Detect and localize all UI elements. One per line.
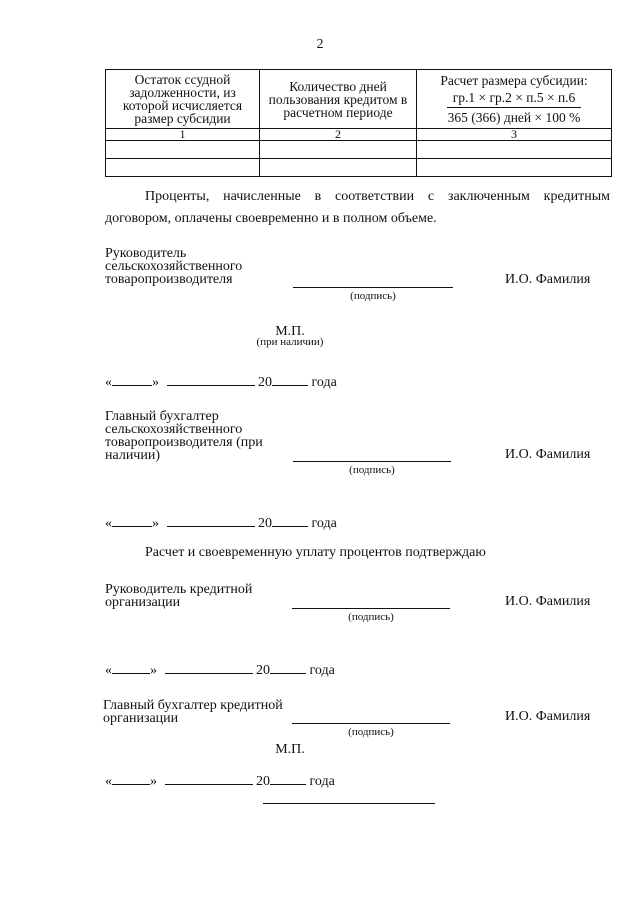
- day-field[interactable]: [112, 513, 152, 527]
- table-cell[interactable]: [106, 141, 260, 159]
- head-producer-label: Руководитель сельскохозяйственного товаропроизводителя: [105, 246, 243, 287]
- table-row: [106, 141, 612, 159]
- name-placeholder: И.О. Фамилия: [505, 272, 591, 287]
- table-cell[interactable]: [417, 159, 612, 177]
- year-prefix: 20: [258, 516, 272, 531]
- year-field[interactable]: [272, 513, 308, 527]
- signature-hint: (подпись): [348, 611, 394, 623]
- signature-hint: (подпись): [349, 464, 395, 476]
- closing-line: [263, 803, 435, 804]
- table-row: [106, 159, 612, 177]
- head-credit-org-label: Руководитель кредитной организации: [105, 582, 253, 610]
- year-suffix: года: [311, 516, 337, 531]
- close-quote: »: [150, 774, 157, 789]
- payment-statement: Проценты, начисленные в соответствии с заключенным кредитным договором, оплачены своевременно и в полном объеме.: [105, 189, 610, 226]
- signature-line[interactable]: [292, 608, 450, 609]
- close-quote: »: [152, 516, 159, 531]
- column-number: 2: [260, 129, 417, 141]
- signature-line[interactable]: [292, 723, 450, 724]
- name-placeholder: И.О. Фамилия: [505, 447, 591, 462]
- header-subsidy-calc: [417, 70, 612, 129]
- table-cell[interactable]: [260, 141, 417, 159]
- confirmation-text: Расчет и своевременную уплату процентов подтверждаю: [145, 545, 486, 560]
- year-prefix: 20: [256, 774, 270, 789]
- table-cell[interactable]: [260, 159, 417, 177]
- chief-accountant-producer-label: Главный бухгалтер сельскохозяйственного товаропроизводителя (при наличии): [105, 409, 263, 463]
- open-quote: «: [105, 774, 112, 789]
- signature-hint: (подпись): [350, 290, 396, 302]
- header-days-count: Количество дней пользования кредитом в расчетном периоде: [260, 70, 417, 129]
- table-cell[interactable]: [106, 159, 260, 177]
- close-quote: »: [152, 375, 159, 390]
- subsidy-table: [105, 69, 612, 177]
- close-quote: »: [150, 663, 157, 678]
- month-field[interactable]: [165, 771, 253, 785]
- open-quote: «: [105, 663, 112, 678]
- year-prefix: 20: [258, 375, 272, 390]
- year-suffix: года: [309, 774, 335, 789]
- open-quote: «: [105, 375, 112, 390]
- signature-line[interactable]: [293, 287, 453, 288]
- year-field[interactable]: [270, 660, 306, 674]
- column-number: 1: [106, 129, 260, 141]
- date-line: [105, 372, 337, 391]
- column-number: 3: [417, 129, 612, 141]
- month-field[interactable]: [167, 372, 255, 386]
- chief-accountant-credit-org-label: Главный бухгалтер кредитной организации: [103, 698, 283, 726]
- year-field[interactable]: [272, 372, 308, 386]
- year-suffix: года: [311, 375, 337, 390]
- open-quote: «: [105, 516, 112, 531]
- name-placeholder: И.О. Фамилия: [505, 594, 591, 609]
- calc-title: Расчет размера субсидии:: [440, 73, 588, 88]
- signature-line[interactable]: [293, 461, 451, 462]
- stamp-note: (при наличии): [256, 336, 324, 348]
- month-field[interactable]: [167, 513, 255, 527]
- calc-numerator: гр.1 × гр.2 × п.5 × п.6: [447, 89, 582, 108]
- year-suffix: года: [309, 663, 335, 678]
- month-field[interactable]: [165, 660, 253, 674]
- calc-denominator: 365 (366) дней × 100 %: [447, 110, 581, 125]
- year-prefix: 20: [256, 663, 270, 678]
- stamp-label: М.П.: [275, 742, 305, 757]
- date-line: [105, 513, 337, 532]
- year-field[interactable]: [270, 771, 306, 785]
- day-field[interactable]: [112, 660, 150, 674]
- stamp-label: М.П.: [275, 324, 305, 339]
- day-field[interactable]: [112, 771, 150, 785]
- date-line: [105, 771, 335, 790]
- table-cell[interactable]: [417, 141, 612, 159]
- day-field[interactable]: [112, 372, 152, 386]
- page-number: 2: [316, 37, 324, 52]
- date-line: [105, 660, 335, 679]
- header-loan-balance: Остаток ссудной задолженности, из которой исчисляется размер субсидии: [106, 70, 260, 129]
- signature-hint: (подпись): [348, 726, 394, 738]
- name-placeholder: И.О. Фамилия: [505, 709, 591, 724]
